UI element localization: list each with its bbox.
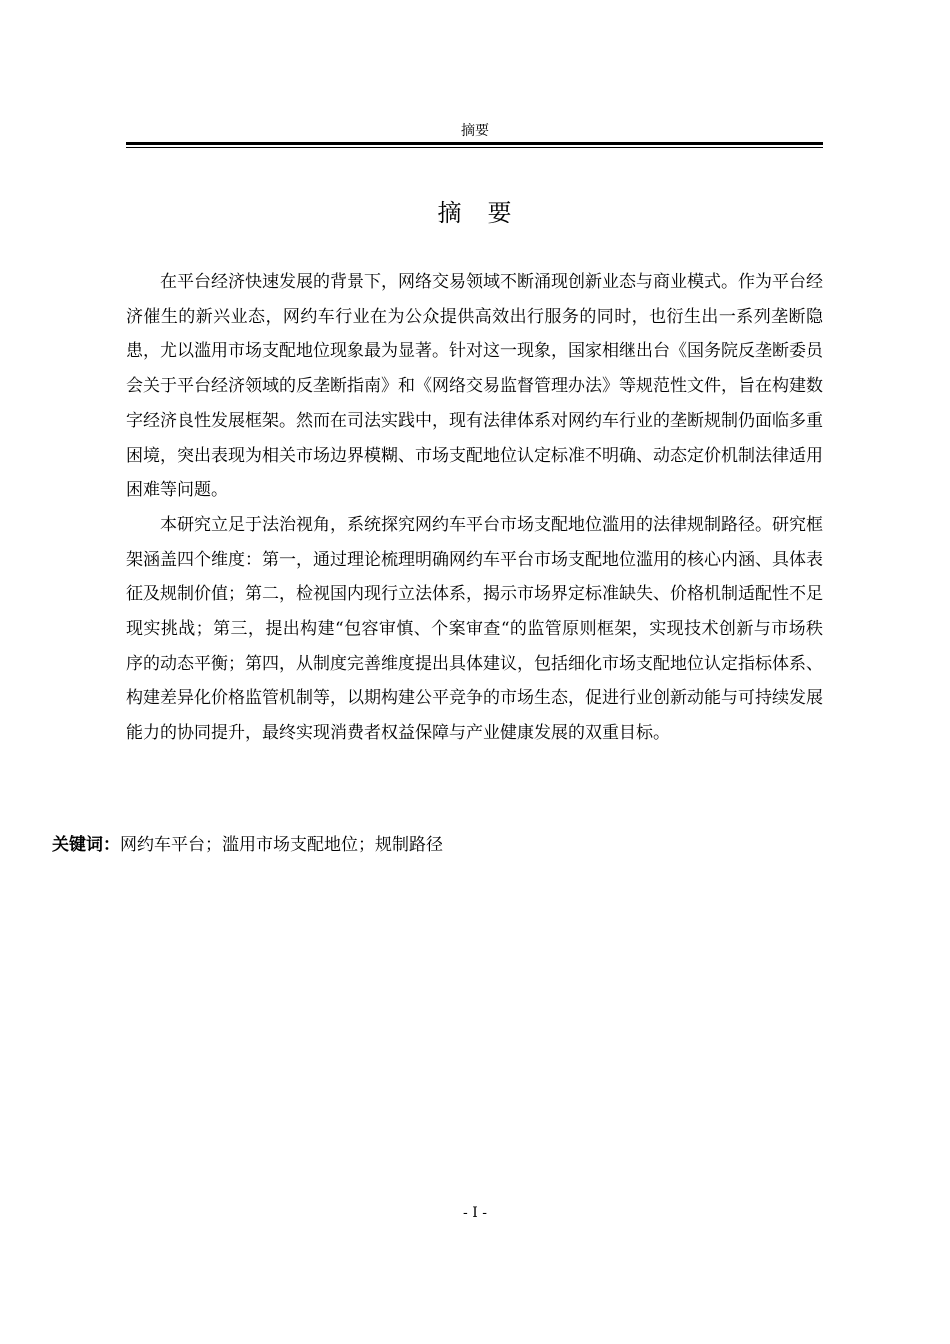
keywords-label: 关键词： (52, 835, 120, 855)
abstract-paragraph-1: 在平台经济快速发展的背景下，网络交易领域不断涌现创新业态与商业模式。作为平台经济催生的新兴业态，网约车行业在为公众提供高效出行服务的同时，也衍生出一系列垄断隐患，尤以滥用市场支配地位现象最为显著。针对这一现象，国家相继出台《国务院反垄断委员会关于平台经济领域的反垄断指南》和《网络交易监督管理办法》等规范性文件，旨在构建数字经济良性发展框架。然而在司法实践中，现有法律体系对网约车行业的垄断规制仍面临多重困境，突出表现为相关市场边界模糊、市场支配地位认定标准不明确、动态定价机制法律适用困难等问题。 (126, 272, 823, 501)
keywords-value: 网约车平台；滥用市场支配地位；规制路径 (120, 835, 443, 855)
running-header: 摘要 (461, 123, 489, 139)
header-rule-thin (126, 147, 823, 148)
abstract-body (126, 265, 823, 751)
keywords (52, 832, 823, 858)
header-rule-thick (126, 142, 823, 145)
abstract-title: 摘 要 (437, 199, 513, 227)
page-number: - I - (463, 1205, 487, 1221)
abstract-paragraph-2: 本研究立足于法治视角，系统探究网约车平台市场支配地位滥用的法律规制路径。研究框架涵盖四个维度：第一，通过理论梳理明确网约车平台市场支配地位滥用的核心内涵、具体表征及规制价值；第二，检视国内现行立法体系，揭示市场界定标准缺失、价格机制适配性不足现实挑战；第三，提出构建“包容审慎、个案审查“的监管原则框架，实现技术创新与市场秩序的动态平衡；第四，从制度完善维度提出具体建议，包括细化市场支配地位认定指标体系、构建差异化价格监管机制等，以期构建公平竞争的市场生态，促进行业创新动能与可持续发展能力的协同提升，最终实现消费者权益保障与产业健康发展的双重目标。 (126, 514, 823, 744)
